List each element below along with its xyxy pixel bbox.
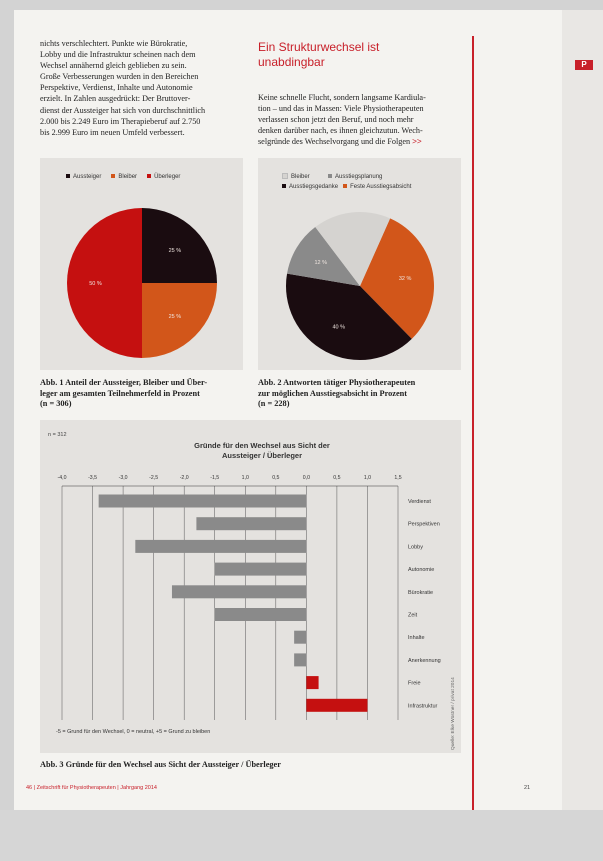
text-line: Lobby und die Infrastruktur scheinen nach dem <box>40 50 196 60</box>
left-column-text <box>40 38 242 138</box>
slice-label: 25 % <box>168 248 182 255</box>
text-line: Perspektive, Verdienst, Inhalte und Autonomie <box>40 83 193 93</box>
tick-label: 1,5 <box>394 475 402 481</box>
category-label: Perspektiven <box>408 521 440 528</box>
legend-item: Überleger <box>147 174 180 180</box>
text-line: verlassen schon jetzt den Beruf, und noch mehr <box>258 115 414 125</box>
text-line: Keine schnelle Flucht, sondern langsame Kardiula- <box>258 93 426 102</box>
text-line: dienst der Aussteiger hat sich von durchschnittlich <box>40 105 206 115</box>
text-line: 2.000 bis 2.249 Euro im Therapieberuf auf 2.750 <box>40 116 201 126</box>
bar <box>135 540 306 553</box>
page-footer-left: 46 | Zeitschrift für Physiotherapeuten | Jahrgang 2014 <box>26 785 157 791</box>
tick-label: 0,5 <box>333 475 341 481</box>
figure-1-caption <box>40 378 245 410</box>
tick-label: -3,5 <box>88 475 98 481</box>
legend-item: Aussteiger <box>66 174 101 180</box>
slice-label: 32 % <box>398 275 412 282</box>
legend-item: Bleiber <box>282 174 310 180</box>
bar <box>172 585 306 598</box>
tick-label: 0,0 <box>302 475 310 481</box>
pie-chart-2 <box>258 158 461 370</box>
category-label: Lobby <box>408 544 423 551</box>
category-label: Infrastruktur <box>408 703 438 710</box>
text-line: denken darüber nach, es ihnen gleichzutun. Wech- <box>258 126 423 136</box>
text-line: selgründe des Wechselvorgang und die Folgen >> <box>258 137 422 147</box>
slice-label: 40 % <box>332 324 346 331</box>
slice-label: 25 % <box>168 313 182 320</box>
sample-size-label: n = 312 <box>48 432 67 438</box>
legend-item: Bleiber <box>111 174 137 180</box>
scan-background <box>0 810 603 861</box>
category-label: Freie <box>408 680 421 687</box>
page-margin <box>562 10 603 810</box>
tick-label: 1,0 <box>363 475 372 481</box>
bar <box>294 653 306 666</box>
source-credit: Quelle: Elke Wüstner / privat 2014 <box>451 677 456 750</box>
pie-chart-1 <box>40 158 243 370</box>
figure-2-caption <box>258 378 468 410</box>
slice-label: 50 % <box>89 281 102 287</box>
chart-title: Aussteiger / Überleger <box>221 451 303 460</box>
text-line: tion – und das in Massen: Viele Physiotherapeuten <box>258 104 424 114</box>
figure-2-panel <box>258 158 461 370</box>
figure-3-panel <box>40 420 461 753</box>
tick-label: -3,0 <box>118 475 128 481</box>
text-line: bis 2.999 Euro im neuen Umfeld verbessert. <box>40 127 185 137</box>
chart-title: Gründe für den Wechsel aus Sicht der <box>194 441 330 450</box>
bar <box>306 676 318 689</box>
caption-line: (n = 228) <box>258 399 290 408</box>
bar <box>294 631 306 644</box>
category-label: Bürokratie <box>408 589 434 596</box>
section-tab: P <box>575 60 593 70</box>
text-line: Wechsel annähernd gleich geblieben zu sein. <box>40 61 187 71</box>
caption-line: Abb. 1 Anteil der Aussteiger, Bleiber und Über- <box>40 378 208 387</box>
text-line: nichts verschlechtert. Punkte wie Bürokratie, <box>40 39 188 48</box>
category-label: Autonomie <box>408 567 435 574</box>
page-number: 21 <box>524 785 531 791</box>
bar <box>196 517 306 530</box>
bar-chart-3 <box>40 420 461 753</box>
bar <box>99 495 307 508</box>
bar <box>215 563 307 576</box>
chart-footnote: -5 = Grund für den Wechsel, 0 = neutral, +5 = Grund zu bleiben <box>56 729 211 735</box>
pie-slice <box>142 283 217 358</box>
continue-marker: >> <box>412 137 422 147</box>
pie-slice <box>142 208 217 283</box>
bar <box>306 699 367 712</box>
figure-1-panel <box>40 158 243 370</box>
section-headline <box>258 40 458 70</box>
category-label: Verdienst <box>408 499 431 505</box>
category-label: Anerkennung <box>408 657 441 664</box>
tick-label: 0,5 <box>272 475 280 481</box>
caption-line: zur möglichen Ausstiegsabsicht in Prozent <box>258 388 408 398</box>
slice-label: 12 % <box>314 260 328 267</box>
tick-label: -2,0 <box>179 475 189 481</box>
category-label: Zeit <box>408 612 418 619</box>
red-divider-line <box>472 36 474 810</box>
figure-3-caption: Abb. 3 Gründe für den Wechsel aus Sicht der Aussteiger / Überleger <box>40 760 281 769</box>
text-line: Große Verbesserungen wurden in den Bereichen <box>40 72 199 82</box>
legend-item: Feste Ausstiegsabsicht <box>343 184 411 190</box>
headline-line: unabdingbar <box>258 55 325 69</box>
caption-line: Abb. 2 Antworten tätiger Physiotherapeuten <box>258 378 416 387</box>
tick-label: 1,0 <box>241 475 249 481</box>
text-line: erzielt. In Zahlen ausgedrückt: Der Bruttover- <box>40 94 191 104</box>
tick-label: -4,0 <box>57 475 67 481</box>
category-label: Inhalte <box>408 635 425 642</box>
legend-item: Ausstiegsgedanke <box>282 184 338 190</box>
headline-line: Ein Strukturwechsel ist <box>258 40 380 54</box>
bar <box>215 608 307 621</box>
legend-item: Ausstiegsplanung <box>328 174 382 180</box>
caption-line: (n = 306) <box>40 399 72 408</box>
caption-line: leger am gesamten Teilnehmerfeld in Prozent <box>40 388 200 398</box>
tick-label: -2,5 <box>149 475 159 481</box>
pie-slice <box>67 208 142 358</box>
right-column-text <box>258 92 464 147</box>
tick-label: -1,5 <box>210 475 220 481</box>
